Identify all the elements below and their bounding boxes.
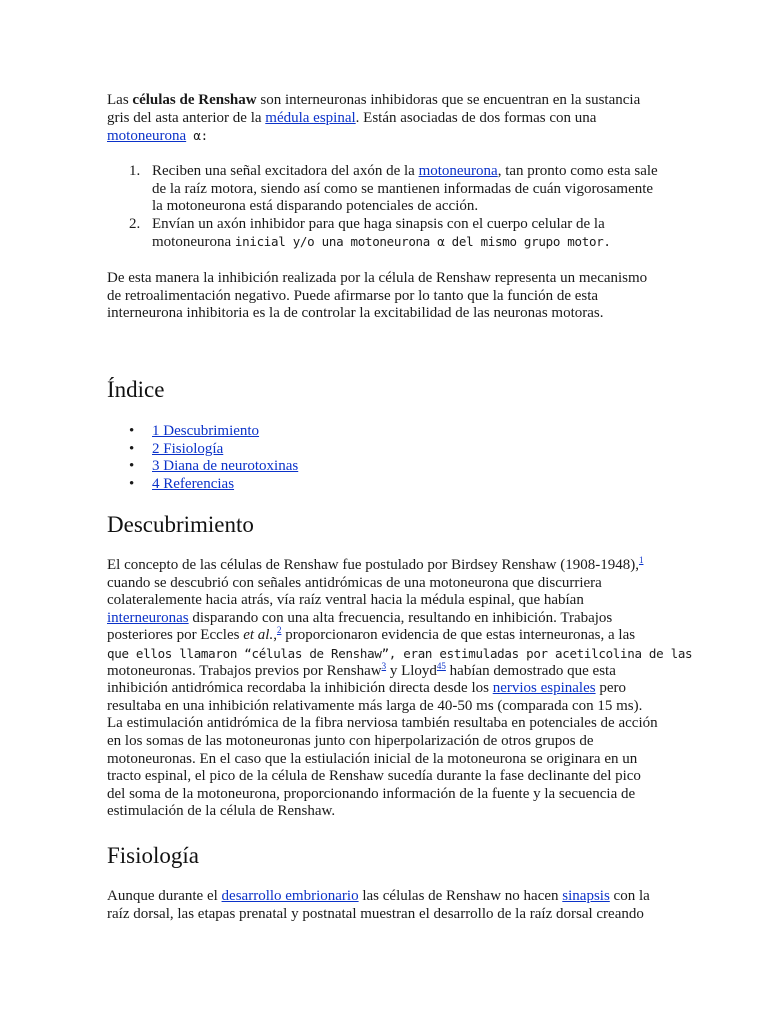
text: posteriores por Eccles xyxy=(107,627,244,644)
toc-link-fisiologia[interactable]: 2 Fisiología xyxy=(152,440,224,457)
list-item xyxy=(107,216,667,252)
text: , xyxy=(273,627,277,644)
text: motoneuronas. En el caso que la estiulación inicial de la motoneurona se originara en un xyxy=(107,750,638,767)
text: que ellos llamaron “células de Renshaw”, eran estimuladas por acetilcolina de las xyxy=(107,645,693,661)
text: con la xyxy=(609,888,650,904)
link-nervios-espinales[interactable]: nervios espinales xyxy=(492,680,596,697)
link-medula-espinal[interactable]: médula espinal xyxy=(265,109,356,126)
link-sinapsis[interactable]: sinapsis xyxy=(562,888,610,904)
bullet: • xyxy=(129,423,135,439)
text: del soma de la motoneurona, proporcionando información de la fuente y la secuencia de xyxy=(107,785,636,802)
text: Las xyxy=(107,92,133,108)
list-number: 1. xyxy=(129,163,141,179)
toc-link-diana-neurotoxinas[interactable]: 3 Diana de neurotoxinas xyxy=(152,458,299,475)
link-interneuronas[interactable]: interneuronas xyxy=(107,609,189,626)
text: motoneuronas. Trabajos previos por Renshaw xyxy=(107,662,382,679)
text: El concepto de las células de Renshaw fue postulado por Birdsey Renshaw (1908-1948), xyxy=(107,557,639,573)
text: α: xyxy=(186,128,208,144)
text: inicial y/o una motoneurona α del mismo grupo motor. xyxy=(234,234,611,250)
heading-indice: Índice xyxy=(107,377,165,402)
text: de la raíz motora, siendo así como se mantienen informadas de cuán vigorosamente xyxy=(152,180,654,197)
fisiologia-paragraph xyxy=(107,888,667,923)
text: Aunque durante el xyxy=(107,888,222,904)
text: La estimulación antidrómica de la fibra nerviosa también resultaba en potenciales de acción xyxy=(107,715,658,732)
toc-item xyxy=(107,423,298,441)
italic-text: et al. xyxy=(243,627,274,644)
footnote-link[interactable]: 45 xyxy=(436,660,446,671)
text: de retroalimentación negativo. Puede afirmarse por lo tanto que la función de esta xyxy=(107,287,599,304)
toc-link-referencias[interactable]: 4 Referencias xyxy=(152,475,235,492)
text: Reciben una señal excitadora del axón de la xyxy=(152,163,419,179)
footnote-link[interactable]: 2 xyxy=(276,625,282,636)
text: proporcionaron evidencia de que estas interneuronas, a las xyxy=(281,627,636,644)
text: la motoneurona está disparando potenciales de acción. xyxy=(152,198,479,215)
link-desarrollo-embrionario[interactable]: desarrollo embrionario xyxy=(221,888,359,904)
text: disparando con una alta frecuencia, resultando en inhibición. Trabajos xyxy=(188,609,613,626)
table-of-contents xyxy=(107,423,298,493)
list-number: 2. xyxy=(129,215,141,232)
numbered-list xyxy=(107,163,667,252)
bullet: • xyxy=(129,458,135,475)
bullet: • xyxy=(129,440,135,457)
text: cuando se descubrió con señales antidrómicas de una motoneurona que discurriera xyxy=(107,574,602,591)
toc-item xyxy=(107,476,298,494)
list-item xyxy=(107,163,667,216)
text: en los somas de las motoneuronas junto con hiperpolarización de otros grupos de xyxy=(107,732,594,749)
toc-item xyxy=(107,441,298,459)
text: las células de Renshaw no hacen xyxy=(358,888,563,904)
footnote-link[interactable]: 1 xyxy=(638,555,644,565)
text: colateralemente hacia atrás, vía raíz ventral hacia la médula espinal, que habían xyxy=(107,592,584,609)
summary-paragraph xyxy=(107,270,667,323)
text: interneurona inhibitoria es la de controlar la excitabilidad de las neuronas motoras. xyxy=(107,305,604,322)
link-motoneurona[interactable]: motoneurona xyxy=(107,128,187,145)
text: estimulación de la célula de Renshaw. xyxy=(107,803,336,820)
toc-item xyxy=(107,458,298,476)
text: , tan pronto como esta sale xyxy=(497,163,658,179)
text: raíz dorsal, las etapas prenatal y postnatal muestran el desarrollo de la raíz dorsal creando xyxy=(107,905,644,922)
text: habían demostrado que esta xyxy=(445,662,616,679)
text: Envían un axón inhibidor para que haga sinapsis con el cuerpo celular de la xyxy=(152,215,605,232)
text: De esta manera la inhibición realizada por la célula de Renshaw representa un mecanismo xyxy=(107,270,648,286)
text: gris del asta anterior de la xyxy=(107,109,266,126)
text: motoneurona xyxy=(152,234,235,251)
toc-link-descubrimiento[interactable]: 1 Descubrimiento xyxy=(152,423,260,439)
intro-paragraph xyxy=(107,92,667,146)
bullet: • xyxy=(129,475,135,492)
text: son interneuronas inhibidoras que se encuentran en la sustancia xyxy=(256,92,641,108)
footnote-link[interactable]: 3 xyxy=(381,660,387,671)
text: inhibición antidrómica recordaba la inhibición directa desde los xyxy=(107,680,493,697)
text: y Lloyd xyxy=(386,662,437,679)
text: tracto espinal, el pico de la célula de Renshaw sucedía durante la fase declinante del pico xyxy=(107,768,641,785)
text: . Están asociadas de dos formas con una xyxy=(355,109,597,126)
bold-term: células de Renshaw xyxy=(132,92,257,108)
heading-descubrimiento: Descubrimiento xyxy=(107,512,254,537)
text: pero xyxy=(595,680,626,697)
descubrimiento-paragraph xyxy=(107,555,693,821)
text: resultaba en una inhibición relativamente más larga de 40-50 ms (comparada con 15 ms). xyxy=(107,697,643,714)
link-motoneurona[interactable]: motoneurona xyxy=(418,163,498,179)
heading-fisiologia: Fisiología xyxy=(107,843,200,868)
